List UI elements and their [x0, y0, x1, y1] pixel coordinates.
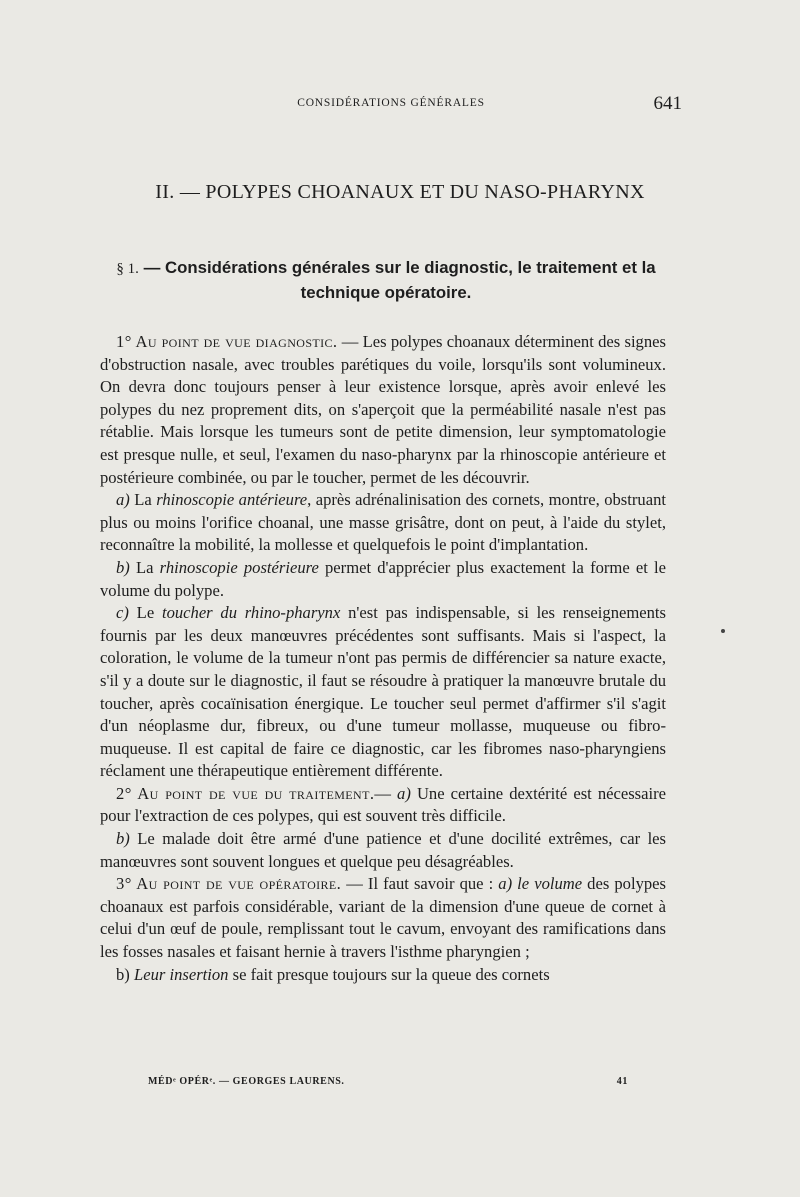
emphasis: rhinoscopie antérieure [156, 490, 308, 510]
page-footer [148, 1076, 628, 1092]
item-letter: a) [116, 490, 130, 510]
subheading-operatoire: 3° Au point de vue opératoire. [116, 874, 342, 894]
paragraph-rhinoscopie-anterieure [100, 489, 666, 557]
printer-signature: MÉDᵉ OPÉRᵉ. — GEORGES LAURENS. [148, 1076, 345, 1087]
paragraph-text: Le malade doit être armé d'une patience et d'une docilité extrêmes, car les manœuvres sont souvent longues et quelque peu désagréables. [100, 829, 666, 871]
item-letter: a) [498, 874, 513, 894]
item-letter: b) [116, 964, 130, 984]
paper-speck [721, 629, 725, 633]
subheading-traitement: 2° Au point de vue du traitement. [116, 783, 375, 803]
running-head [100, 93, 682, 117]
sheet-number: 41 [616, 1076, 628, 1087]
paragraph-malade [100, 828, 666, 873]
page-number: 641 [653, 93, 682, 114]
paragraph-text: — Les polypes choanaux déterminent des signes d'obstruction nasale, avec troubles parétiques du voile, lorsqu'ils sont volumineux. On devra donc toujours penser à leur existence lorsque, après avoir enlevé les polypes du nez proprement dits, on s'aperçoit que la perméabilité nasale n'est pas rétablie. Mais lorsque les tumeurs sont de petite dimension, leur symptomatologie est presque nulle, et seul, l'examen du naso-pharynx par la rhinoscopie antérieure et postérieure combinée, ou par le toucher, permet de les découvrir. [100, 332, 666, 487]
emphasis: toucher du rhino-pharynx [161, 603, 341, 623]
item-letter: b) [116, 829, 130, 849]
section-title: — Considérations générales sur le diagnostic, le traitement et la technique opératoire. [143, 258, 656, 302]
running-title: CONSIDÉRATIONS GÉNÉRALES [297, 97, 485, 109]
subheading-diagnostic: 1° Au point de vue diagnostic. [116, 332, 338, 351]
paragraph-text: La [129, 490, 157, 510]
item-letter: b) [116, 557, 130, 577]
chapter-title: II. — POLYPES CHOANAUX ET DU NASO-PHARYNX [155, 181, 645, 203]
item-letter: a) [397, 783, 411, 803]
paragraph-insertion [100, 964, 666, 987]
paragraph-text: — Il faut savoir que : [341, 874, 499, 894]
item-letter: c) [116, 603, 129, 623]
paragraph-text: La [129, 557, 160, 577]
paragraph-text: se fait presque toujours sur la queue des cornets [228, 964, 550, 984]
paragraph-text: Le [128, 603, 162, 623]
section-number: § 1. [116, 261, 139, 277]
paragraph-traitement [100, 783, 666, 828]
emphasis: le volume [512, 874, 583, 894]
paragraph-toucher [100, 602, 666, 783]
emphasis: rhinoscopie postérieure [159, 557, 319, 577]
paragraph-text: n'est pas indispensable, si les renseignements fournis par les deux manœuvres précédentes sont suffisants. Mais si l'aspect, la coloration, le volume de la tumeur n'ont pas permis de différencier sa nature exacte, s'il y a doute sur le diagnostic, il faut se résoudre à pratiquer la manœuvre brutale du toucher, après cocaïnisation énergique. Le toucher seul permet d'affirmer s'il s'agit d'un néoplasme dur, fibreux, ou d'une tumeur mollasse, muqueuse ou fibro-muqueuse. Il est capital de faire ce diagnostic, car les fibromes naso-pharyngiens réclament une thérapeutique entièrement différente. [100, 603, 666, 781]
section-heading [106, 256, 666, 305]
emphasis: Leur insertion [129, 964, 229, 984]
paragraph-rhinoscopie-posterieure [100, 557, 666, 602]
paragraph-text: Une certaine dextérité est nécessaire pour l'extraction de ces polypes, qui est souvent très difficile. [100, 783, 666, 826]
paragraph-text: des polypes choanaux est parfois considérable, variant de la dimension d'une queue de cornet à celui d'un œuf de poule, remplissant tout le cavum, envoyant des ramifications dans les fosses nasales et faisant hernie à travers l'isthme pharyngien ; [100, 874, 666, 962]
paragraph-operatoire [100, 873, 666, 963]
paragraph-text: , après adrénalinisation des cornets, montre, obstruant plus ou moins l'orifice choanal, une masse grisâtre, dont on peut, à l'aide du stylet, reconnaître la mobilité, la mollesse et quelquefois le point d'implantation. [100, 490, 666, 555]
body-text [100, 331, 666, 986]
paragraph-text: permet d'apprécier plus exactement la forme et le volume du polype. [100, 557, 666, 600]
paragraph-diagnostic [100, 331, 666, 489]
paragraph-text: — [374, 783, 398, 803]
